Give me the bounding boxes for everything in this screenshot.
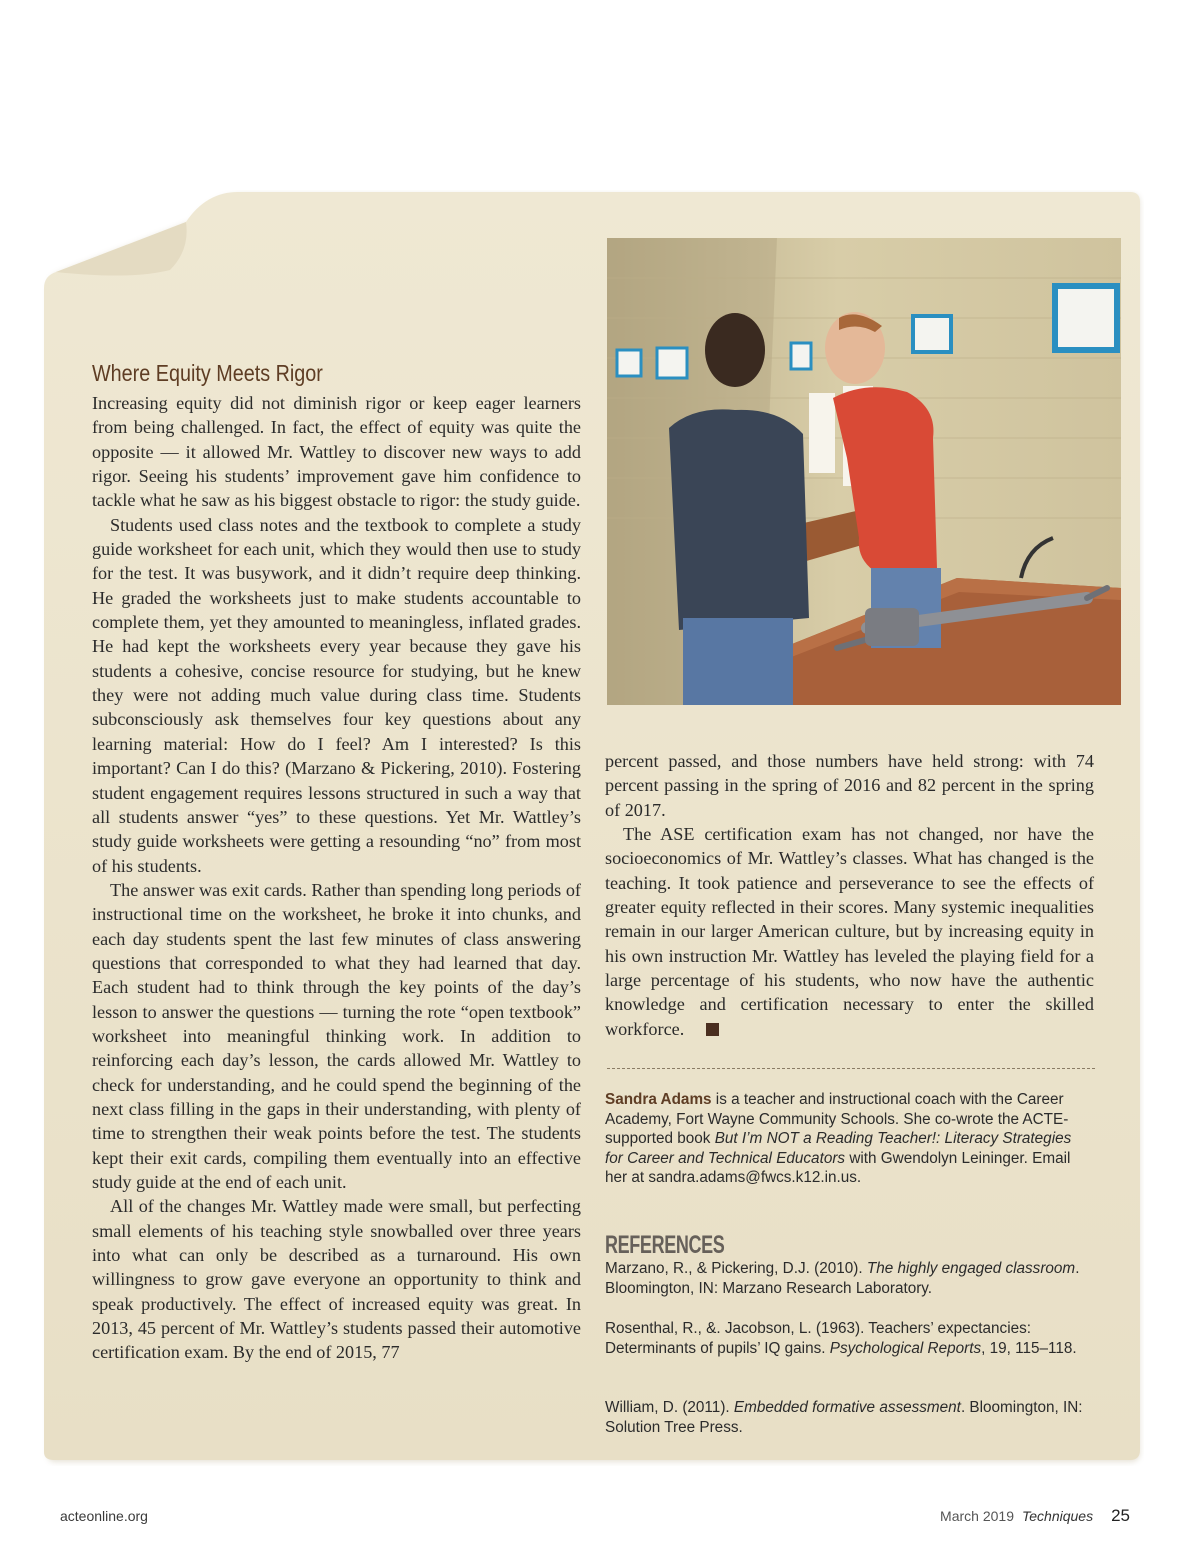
reference-item (605, 1319, 1085, 1358)
page-number: 25 (1111, 1506, 1130, 1525)
footer-magazine: Techniques (1021, 1508, 1094, 1524)
reference-text: Rosenthal, R., &. Jacobson, L. (1963). Teachers’ expectancies: Determinants of pupils’ IQ gains. (605, 1320, 1031, 1357)
reference-item (605, 1398, 1085, 1437)
section-heading: Where Equity Meets Rigor (92, 360, 323, 386)
bio-text: is a teacher and instructional coach with the Career Academy, Fort Wayne Community Schools. She co-wrote the ACTE-supported book (605, 1091, 1069, 1148)
reference-title: The highly engaged classroom (866, 1260, 1076, 1277)
reference-title: Psychological Reports (829, 1339, 982, 1357)
reference-text: , 19, 115–118. (981, 1339, 1077, 1357)
paragraph: All of the changes Mr. Wattley made were small, but perfecting small elements of his teaching style snowballed over three years into what can only be described as a turnaround. His own willingness to grow gave everyone an opportunity to think and speak productively. The effect of increased equity was great. In 2013, 45 percent of Mr. Wattley’s students passed their automotive certification exam. By the end of 2015, 77 (92, 1196, 581, 1363)
reference-text: . Bloomington, IN: Marzano Research Laboratory. (605, 1260, 1080, 1297)
end-mark-icon (706, 1023, 719, 1036)
footer-date: March 2019 (940, 1508, 1014, 1524)
reference-text: William, D. (2011). (605, 1399, 734, 1416)
paragraph: The answer was exit cards. Rather than spending long periods of instructional time on the worksheet, he broke it into chunks, and each day students spent the last few minutes of class answering questions that corresponded to what they had learned that day. Each student had to think through the key points of the day’s lesson to answer the questions — turning the rote “open textbook” worksheet into meaningful thinking work. In addition to reinforcing each day’s lesson, the cards allowed Mr. Wattley to check for understanding, and he could spend the beginning of the next class filling in the gaps in their understanding, with plenty of time to strengthen their weak points before the test. The students kept their exit cards, compiling them eventually into an effective study guide at the end of each unit. (92, 879, 581, 1192)
footer-site-link[interactable]: acteonline.org (60, 1508, 148, 1524)
paragraph-text: The ASE certification exam has not changed, nor have the socioeconomics of Mr. Wattley’s classes. What has changed is the teaching. It took patience and perseverance to see the effects of greater equity reflected in their scores. Many systemic inequalities remain in our larger American culture, but by increasing equity in his own instruction Mr. Wattley has leveled the playing field for a large percentage of his students, who now have the authentic knowledge and certification necessary to enter the skilled workforce. (605, 824, 1094, 1039)
paragraph: Increasing equity did not diminish rigor or keep eager learners from being challenged. In fact, the effect of equity was quite the opposite — it allowed Mr. Wattley to discover new ways to add rigor. Seeing his students’ improvement gave him confidence to tackle what he saw as his biggest obstacle to rigor: the study guide. (92, 393, 581, 511)
right-column (605, 749, 1094, 1041)
left-column (92, 391, 581, 1365)
reference-title: Embedded formative assessment (733, 1399, 961, 1416)
bio-text: with Gwendolyn Leininger. Email her at sandra.adams@fwcs.k12.in.us. (605, 1149, 1071, 1187)
paragraph-last (605, 822, 1094, 1041)
reference-text: . Bloomington, IN: Solution Tree Press. (605, 1399, 1083, 1436)
reference-item (605, 1259, 1085, 1298)
classroom-photo (607, 238, 1121, 705)
author-bio (605, 1090, 1075, 1188)
footer-issue (940, 1506, 1130, 1526)
paragraph: percent passed, and those numbers have held strong: with 74 percent passing in the spring of 2016 and 82 percent in the spring of 2017. (605, 751, 1094, 820)
reference-text: Marzano, R., & Pickering, D.J. (2010). (605, 1260, 867, 1277)
section-divider (607, 1068, 1095, 1069)
paragraph: Students used class notes and the textbook to complete a study guide worksheet for each unit, which they would then use to study for the test. It was busywork, and it didn’t require deep thinking. He graded the worksheets just to make students accountable to complete them, yet they amounted to meaningless, inflated grades. He had kept the worksheets every year because they gave his students a cohesive, concise resource for studying, but he knew they were not adding much value during class time. Students subconsciously ask themselves four key questions about any learning material: How do I feel? Am I interested? Is this important? Can I do this? (Marzano & Pickering, 2010). Fostering student engagement requires lessons structured in such a way that all students answer “yes” to these questions. Yet Mr. Wattley’s study guide worksheets were getting a resounding “no” from most of his students. (92, 514, 581, 876)
author-name: Sandra Adams (605, 1091, 712, 1108)
references-heading: REFERENCES (605, 1231, 725, 1259)
book-title: But I’m NOT a Reading Teacher!: Literacy Strategies for Career and Technical Educators (605, 1130, 1072, 1167)
